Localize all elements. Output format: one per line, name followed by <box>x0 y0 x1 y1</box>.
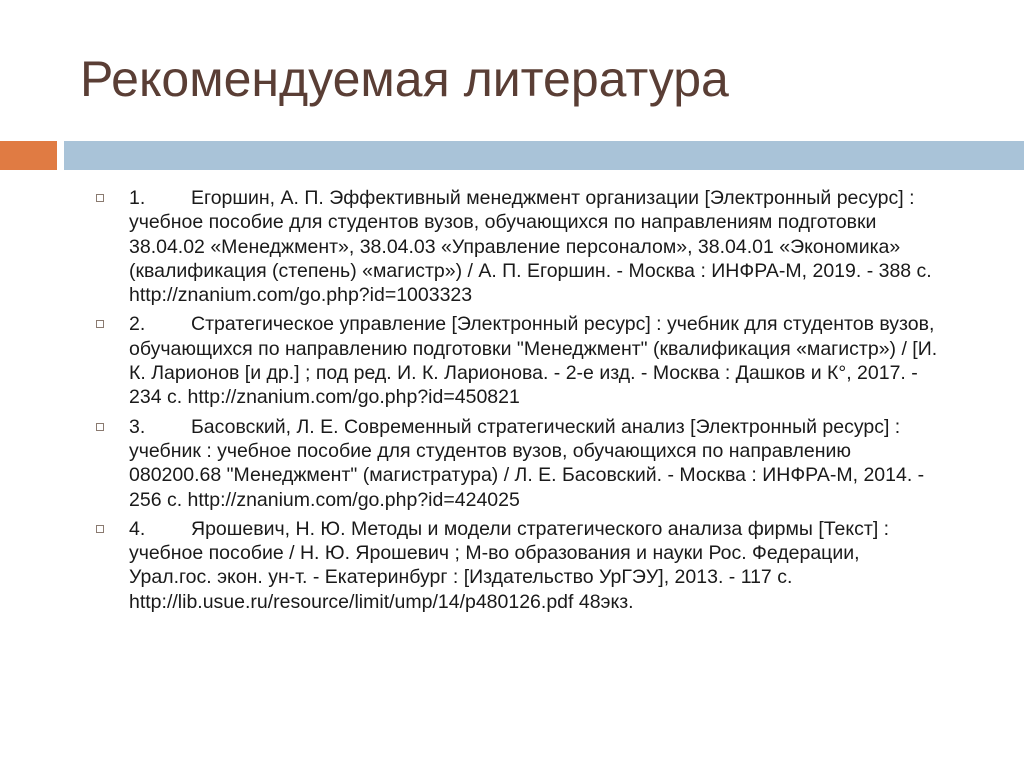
square-bullet-icon <box>94 186 129 212</box>
square-bullet-icon <box>94 415 129 441</box>
reference-entry <box>129 312 939 409</box>
reference-number: 2. <box>129 313 146 336</box>
reference-item <box>94 415 964 512</box>
reference-entry <box>129 415 939 512</box>
reference-entry <box>129 517 939 614</box>
slide-title: Рекомендуемая литература <box>80 51 729 107</box>
reference-number: 3. <box>129 415 146 438</box>
reference-number: 4. <box>129 517 146 540</box>
reference-item <box>94 312 964 409</box>
reference-item <box>94 517 964 614</box>
reference-entry <box>129 186 939 307</box>
reference-text: Ярошевич, Н. Ю. Методы и модели стратегического анализа фирмы [Текст] : учебное пособие / Н. Ю. Ярошевич ; М-во образования и науки Рос. Федерации, Урал.гос. экон. ун-т. - Екатеринбург : [Издательство УрГЭУ], 2013. - 117 с. http://lib.usue.ru/resource/limit/ump/14/p480126.pdf 48экз. <box>129 517 890 613</box>
accent-bar-blue <box>64 141 1024 170</box>
reference-item <box>94 186 964 307</box>
reference-text: Егоршин, А. П. Эффективный менеджмент организации [Электронный ресурс] : учебное пособие для студентов вузов, обучающихся по направлениям подготовки 38.04.02 «Менеджмент», 38.04.03 «Управление персоналом», 38.04.01 «Экономика» (квалификация (степень) «магистр») / А. П. Егоршин. - Москва : ИНФРА-М, 2019. - 388 с. http://znanium.com/go.php?id=1003323 <box>129 187 932 307</box>
square-bullet-icon <box>94 312 129 338</box>
reference-text: Басовский, Л. Е. Современный стратегический анализ [Электронный ресурс] : учебник : учебное пособие для студентов вузов, обучающихся по направлению 080200.68 "Менеджмент" (магистратура) / Л. Е. Басовский. - Москва : ИНФРА-М, 2014. - 256 с. http://znanium.com/go.php?id=424025 <box>129 415 925 511</box>
reference-text: Стратегическое управление [Электронный ресурс] : учебник для студентов вузов, обучающихся по направлению подготовки "Менеджмент" (квалификация «магистр») / [И. К. Ларионов [и др.] ; под ред. И. К. Ларионова. - 2-е изд. - Москва : Дашков и К°, 2017. - 234 с. http://znanium.com/go.php?id=450821 <box>129 313 938 409</box>
square-bullet-icon <box>94 517 129 543</box>
reference-number: 1. <box>129 187 146 209</box>
accent-bar-orange <box>0 141 57 170</box>
reference-list <box>94 186 964 619</box>
